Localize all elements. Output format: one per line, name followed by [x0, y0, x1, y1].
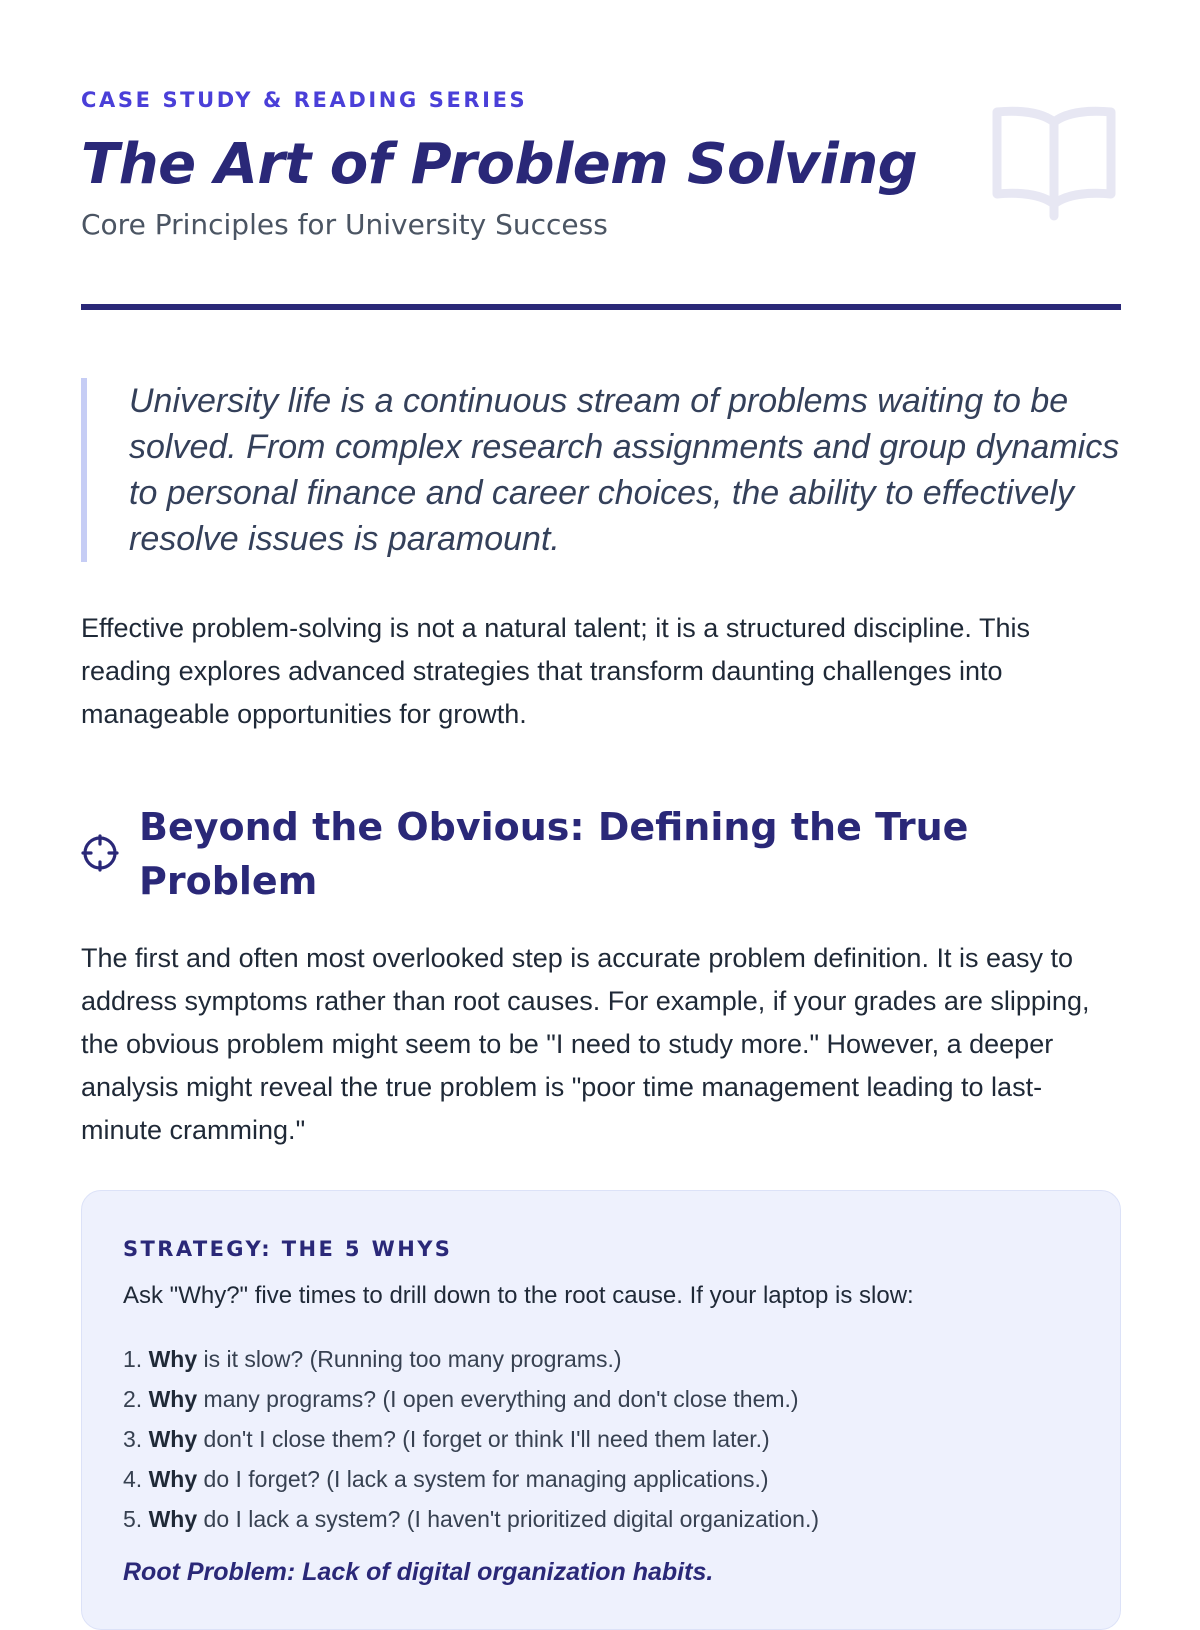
root-problem-summary: Root Problem: Lack of digital organization habits.: [123, 1558, 714, 1586]
list-item: 2. Why many programs? (I open everything and don't close them.): [123, 1386, 799, 1412]
page-subtitle: Core Principles for University Success: [81, 208, 608, 241]
open-book-icon: [989, 104, 1119, 222]
intro-paragraph: Effective problem-solving is not a natural talent; it is a structured discipline. This reading explores advanced strategies that transform daunting challenges into manageable opportunities for growth.: [81, 613, 1030, 729]
header-divider: [81, 304, 1121, 310]
crosshair-icon: [81, 834, 119, 872]
whys-list: [123, 1339, 819, 1539]
strategy-label: STRATEGY: THE 5 WHYS: [123, 1237, 453, 1261]
series-eyebrow: CASE STUDY & READING SERIES: [81, 88, 528, 112]
strategy-intro: Ask "Why?" five times to drill down to the root cause. If your laptop is slow:: [123, 1282, 914, 1309]
list-item: 3. Why don't I close them? (I forget or think I'll need them later.): [123, 1426, 770, 1452]
section-body: The first and often most overlooked step is accurate problem definition. It is easy to address symptoms rather than root causes. For example, if your grades are slipping, the obvious problem might seem to be "I need to study more." However, a deeper analysis might reveal the true problem is "poor time management leading to last-minute cramming.": [81, 943, 1090, 1145]
intro-pull-quote: University life is a continuous stream of problems waiting to be solved. From complex research assignments and group dynamics to personal finance and career choices, the ability to effectively resolve issues is paramount.: [81, 378, 1121, 562]
list-item: 4. Why do I forget? (I lack a system for managing applications.): [123, 1466, 769, 1492]
page-title: The Art of Problem Solving: [81, 132, 918, 197]
list-item: 5. Why do I lack a system? (I haven't prioritized digital organization.): [123, 1506, 819, 1532]
list-item: 1. Why is it slow? (Running too many programs.): [123, 1346, 622, 1372]
section-title: Beyond the Obvious: Defining the True Problem: [139, 805, 969, 903]
